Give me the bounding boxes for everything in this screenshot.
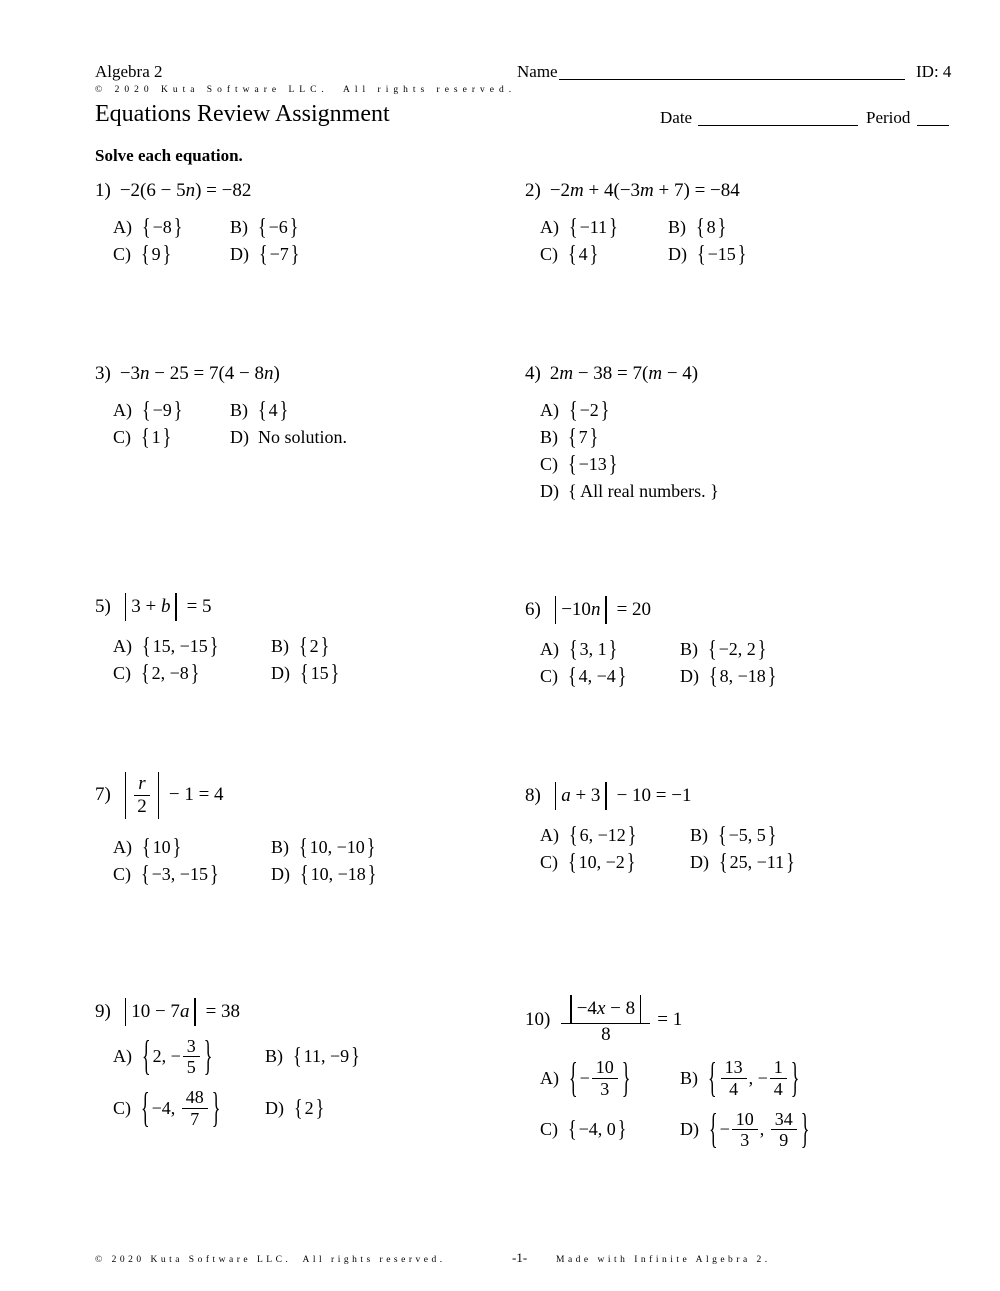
solution-set: { −11 } <box>569 213 618 240</box>
answer-choice <box>690 821 796 848</box>
choice-label: C) <box>113 662 131 683</box>
solution-set: { −15 } <box>697 240 747 267</box>
answer-choice <box>230 427 347 448</box>
choice-label: A) <box>540 400 559 420</box>
instructions: Solve each equation. <box>95 146 243 165</box>
choice-label: A) <box>113 217 132 237</box>
choice-label: D) <box>690 851 709 872</box>
solution-set: { 3, 1 } <box>569 635 618 662</box>
choice-label: A) <box>113 1046 132 1067</box>
absolute-value <box>120 772 164 819</box>
answer-choice <box>680 635 777 662</box>
answer-choice <box>540 821 690 848</box>
fraction: $\frac{r}{2}$ <box>133 773 151 818</box>
problem-statement <box>95 998 361 1026</box>
problem-number: 1) <box>95 180 111 201</box>
answer-choice <box>230 396 347 423</box>
choice-label: B) <box>230 400 248 420</box>
solution-set: { 8, −18 } <box>709 662 777 689</box>
period-blank-line <box>917 108 949 126</box>
answer-choice <box>113 423 230 450</box>
fraction: $\frac{10}{3}$ <box>732 1109 758 1151</box>
answer-choice <box>540 396 719 423</box>
choice-label: D) <box>540 481 559 501</box>
choice-value <box>298 833 376 860</box>
answer-choice <box>680 662 777 689</box>
answer-choices <box>113 1032 361 1131</box>
choice-label: D) <box>230 427 249 447</box>
choice-value <box>292 1043 361 1070</box>
answer-choice <box>113 833 271 860</box>
answer-choices <box>540 1053 810 1153</box>
answer-choices <box>113 213 300 267</box>
choice-value <box>140 659 200 686</box>
choice-label: A) <box>113 635 132 656</box>
choice-label: A) <box>540 1068 559 1089</box>
choice-value <box>568 1053 631 1101</box>
absolute-value: a + 3 <box>550 782 612 810</box>
problem-number: 4) <box>525 363 541 384</box>
choice-value <box>708 1105 810 1153</box>
problem-equation: 3 + b = 5 <box>120 593 212 621</box>
choice-value <box>718 848 796 875</box>
choice-label: B) <box>230 217 248 237</box>
choice-label: D) <box>680 665 699 686</box>
solution-set: { 10 } <box>142 833 182 860</box>
date-blank-line <box>698 108 858 126</box>
choice-value <box>293 1094 325 1121</box>
answer-choice <box>540 635 680 662</box>
choice-label: D) <box>265 1097 284 1118</box>
fraction: $\frac{13}{4}$ <box>721 1057 747 1099</box>
solution-set: { 1 } <box>141 423 172 450</box>
answer-choice <box>113 860 271 887</box>
problem-number: 2) <box>525 180 541 201</box>
choice-label: B) <box>680 1068 698 1089</box>
answer-choice <box>271 632 340 659</box>
solution-set: { −2 } <box>569 396 610 423</box>
absolute-value: 3 + b <box>120 593 182 621</box>
answer-choice <box>113 1032 265 1080</box>
choice-value <box>141 396 183 423</box>
problem-equation: −2 m + 4(−3 m + 7) = −84 <box>549 180 740 201</box>
solution-set: { 2, − $\frac{3}{5}$ } <box>142 1032 213 1080</box>
solution-set: { 2, −8 } <box>141 659 200 686</box>
answer-choice <box>540 240 668 267</box>
page-number: -1- <box>512 1250 528 1265</box>
problem-statement <box>525 180 747 202</box>
choice-value <box>568 396 610 423</box>
choice-value <box>140 860 220 887</box>
solution-set: { 8 } <box>696 213 727 240</box>
answer-choices <box>113 632 340 686</box>
solution-set: { 25, −11 } <box>719 848 795 875</box>
answer-choice <box>265 1087 361 1129</box>
choice-label: B) <box>668 217 686 237</box>
answer-choice <box>680 1105 810 1153</box>
choice-label: C) <box>540 454 558 474</box>
answer-choice <box>690 848 796 875</box>
answer-choice <box>668 240 747 267</box>
answer-choice <box>113 213 230 240</box>
problem-statement <box>95 593 340 621</box>
absolute-value: −10 n <box>550 596 612 624</box>
choice-value: No solution. <box>258 427 348 447</box>
fraction: $\frac{3}{5}$ <box>183 1036 200 1078</box>
solution-set: { −13 } <box>568 450 618 477</box>
choice-value: { All real numbers. } <box>568 481 719 501</box>
answer-choice <box>113 1083 265 1131</box>
solution-set: { −5, 5 } <box>718 821 777 848</box>
solution-set: { 11, −9 } <box>293 1043 360 1070</box>
problem-number: 9) <box>95 1000 111 1022</box>
solution-set: { −9 } <box>142 396 183 423</box>
answer-choices <box>540 396 719 502</box>
choice-value <box>695 213 727 240</box>
problem-equation: −3 n − 25 = 7(4 − 8 n ) <box>119 363 280 384</box>
problem-8 <box>525 782 796 873</box>
problem-9 <box>95 998 361 1129</box>
answer-choice <box>668 213 747 240</box>
choice-value <box>141 632 219 659</box>
id-label: ID: 4 <box>916 62 952 81</box>
choice-label: A) <box>540 217 559 237</box>
solution-set: { − $\frac{10}{3}$ } <box>569 1053 631 1101</box>
choice-value <box>707 1053 800 1101</box>
answer-choice <box>265 1036 361 1078</box>
solution-set: { 4 } <box>568 240 599 267</box>
footer-made-with: Made with Infinite Algebra 2. <box>556 1255 771 1265</box>
choice-value <box>567 848 636 875</box>
choice-label: B) <box>680 638 698 659</box>
solution-set: { $\frac{13}{4}$ , − $\frac{1}{4}$ } <box>708 1053 800 1101</box>
problem-statement <box>95 772 377 819</box>
choice-value <box>568 213 619 240</box>
solution-set: { 10, −2 } <box>568 848 636 875</box>
choice-label: D) <box>230 244 249 264</box>
page-title: Equations Review Assignment <box>95 101 390 127</box>
problem-statement <box>95 363 347 385</box>
choice-value <box>141 213 183 240</box>
answer-choice <box>540 481 719 502</box>
problem-10 <box>525 995 810 1151</box>
choice-value <box>298 632 330 659</box>
answer-choice <box>540 423 719 450</box>
choice-value <box>140 240 172 267</box>
solution-set: { −7 } <box>259 240 300 267</box>
choice-label: B) <box>271 635 289 656</box>
answer-choices <box>540 635 777 689</box>
choice-label: A) <box>113 400 132 420</box>
answer-choice <box>113 240 230 267</box>
solution-set: { 4, −4 } <box>568 662 627 689</box>
choice-value <box>258 240 300 267</box>
answer-choice <box>113 396 230 423</box>
answer-choices <box>113 396 348 450</box>
choice-value <box>299 860 377 887</box>
solution-set: { −4, $\frac{48}{7}$ } <box>141 1083 221 1131</box>
choice-value <box>567 450 618 477</box>
solution-set: { −6 } <box>258 213 299 240</box>
choice-label: B) <box>271 836 289 857</box>
choice-label: A) <box>540 638 559 659</box>
answer-choice <box>540 1109 680 1151</box>
date-label: Date <box>660 108 693 127</box>
choice-value <box>696 240 747 267</box>
fraction: $\frac{10}{3}$ <box>592 1057 618 1099</box>
problem-number: 8) <box>525 784 541 806</box>
choice-value <box>717 821 777 848</box>
answer-choice <box>540 662 680 689</box>
choice-label: A) <box>540 824 559 845</box>
choice-label: C) <box>113 863 131 884</box>
absolute-value: 10 − 7 a <box>120 998 201 1026</box>
choice-label: D) <box>271 662 290 683</box>
problem-number: 5) <box>95 595 111 617</box>
choice-label: A) <box>113 836 132 857</box>
header-copyright: © 2020 Kuta Software LLC. All rights reserved. <box>95 85 517 95</box>
solution-set: { 7 } <box>568 423 599 450</box>
choice-value <box>257 396 289 423</box>
fraction: $\frac{48}{7}$ <box>182 1087 208 1129</box>
choice-value <box>141 1032 213 1080</box>
period-label: Period <box>866 108 911 127</box>
answer-choice <box>540 848 690 875</box>
solution-set: { −8 } <box>142 213 183 240</box>
fraction: −4 x − 8 8 <box>561 995 650 1045</box>
solution-set: { 15 } <box>300 659 340 686</box>
problem-statement <box>525 363 719 385</box>
answer-choice <box>271 659 340 686</box>
answer-choices <box>540 213 747 267</box>
choice-value <box>567 1116 627 1143</box>
problem-equation: 2 m − 38 = 7( m − 4) <box>549 363 699 384</box>
problem-5 <box>95 593 340 684</box>
answer-choice <box>113 659 271 686</box>
name-label: Name <box>517 62 558 81</box>
problem-statement <box>525 782 796 810</box>
solution-set: { 2 } <box>294 1094 325 1121</box>
choice-value <box>140 423 172 450</box>
course-title: Algebra 2 <box>95 62 163 81</box>
choice-value <box>567 423 599 450</box>
choice-value <box>567 240 599 267</box>
problem-equation: −10 n = 20 <box>550 596 651 624</box>
problem-statement <box>525 596 777 624</box>
solution-set: { −3, −15 } <box>141 860 219 887</box>
solution-set: { 6, −12 } <box>569 821 637 848</box>
choice-value <box>708 662 777 689</box>
name-blank-line <box>559 62 905 80</box>
solution-set: { −2, 2 } <box>708 635 767 662</box>
choice-value <box>568 635 618 662</box>
fraction: $\frac{34}{9}$ <box>771 1109 797 1151</box>
choice-label: C) <box>113 1097 131 1118</box>
solution-set: { 10, −10 } <box>299 833 376 860</box>
problem-1 <box>95 180 300 265</box>
choice-label: D) <box>668 244 687 264</box>
problem-3 <box>95 363 347 448</box>
choice-label: C) <box>540 665 558 686</box>
problem-equation: 10 − 7 a = 38 <box>120 998 240 1026</box>
answer-choice <box>271 833 377 860</box>
choice-label: D) <box>271 863 290 884</box>
answer-choice <box>540 1053 680 1101</box>
problem-number: 10) <box>525 1009 551 1031</box>
absolute-value: −4 x − 8 <box>565 995 646 1023</box>
problem-4 <box>525 363 719 502</box>
problem-equation: −4 x − 8 8 = 1 <box>559 995 682 1045</box>
answer-choice <box>113 632 271 659</box>
answer-choice <box>271 860 377 887</box>
problem-2 <box>525 180 747 265</box>
solution-set: { − $\frac{10}{3}$ , $\frac{34}{9}$ } <box>709 1105 810 1153</box>
choice-value <box>141 833 182 860</box>
solution-set: { 4 } <box>258 396 289 423</box>
problem-number: 3) <box>95 363 111 384</box>
problem-equation: a + 3 − 10 = −1 <box>550 782 692 810</box>
solution-set: { 2 } <box>299 632 330 659</box>
answer-choice <box>680 1053 810 1101</box>
choice-value <box>140 1083 221 1131</box>
choice-label: D) <box>680 1119 699 1140</box>
solution-set: { 15, −15 } <box>142 632 219 659</box>
problem-number: 6) <box>525 598 541 620</box>
answer-choices <box>113 833 377 887</box>
choice-value <box>299 659 340 686</box>
choice-value <box>257 213 299 240</box>
problem-number: 7) <box>95 784 111 806</box>
problem-statement <box>525 995 810 1045</box>
choice-value <box>707 635 767 662</box>
solution-set: { 10, −18 } <box>300 860 377 887</box>
answer-choice <box>540 213 668 240</box>
choice-value <box>567 662 627 689</box>
answer-choice <box>230 213 300 240</box>
choice-label: B) <box>265 1046 283 1067</box>
choice-value <box>568 821 637 848</box>
answer-choice <box>230 240 300 267</box>
fraction: $\frac{1}{4}$ <box>770 1057 787 1099</box>
problem-equation: −2(6 − 5 n ) = −82 <box>119 180 252 201</box>
problem-equation: $\frac{r}{2}$ − 1 = 4 <box>120 772 224 819</box>
footer-copyright: © 2020 Kuta Software LLC. All rights reserved. <box>95 1255 446 1265</box>
choice-label: C) <box>540 244 558 264</box>
choice-label: C) <box>540 851 558 872</box>
answer-choices <box>540 821 796 875</box>
solution-set: { 9 } <box>141 240 172 267</box>
problem-7 <box>95 772 377 885</box>
choice-label: C) <box>113 427 131 447</box>
choice-label: C) <box>113 244 131 264</box>
choice-label: B) <box>690 824 708 845</box>
choice-label: C) <box>540 1119 558 1140</box>
solution-set: { −4, 0 } <box>568 1116 627 1143</box>
problem-6 <box>525 596 777 687</box>
answer-choice <box>540 450 719 477</box>
choice-label: B) <box>540 427 558 447</box>
problem-statement <box>95 180 300 202</box>
